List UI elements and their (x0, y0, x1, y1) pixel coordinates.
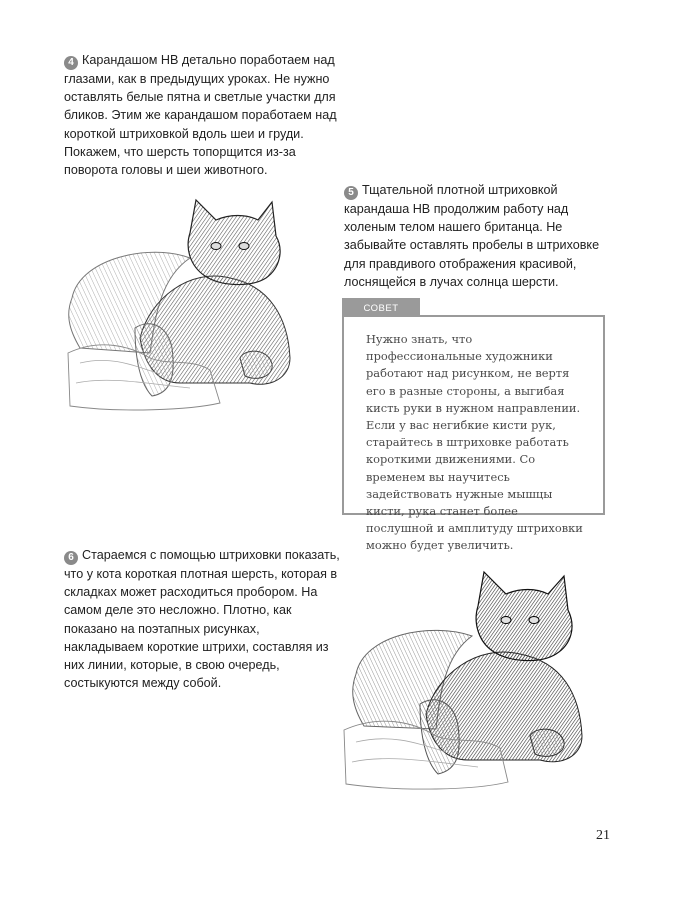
tip-text: Нужно знать, что профессиональные художники работают над рисунком, не вертя его в разные стороны, а выгибая кисть руки в нужном направлении. Если у вас негибкие кисти рук, старайтесь в штриховке работать короткими движениями. Со временем вы научитесь задействовать нужные мышцы кисти, рука станет более послушной и амплитуду штриховки можно будет увеличить. (366, 332, 583, 553)
cat-drawing-stage-5 (40, 188, 330, 438)
step-6-paragraph (64, 546, 340, 692)
step-4-text: Карандашом HB детально поработаем над глазами, как в предыдущих уроках. Не нужно оставлять белые пятна и светлые участки для бликов. Этим же карандашом поработаем над короткой штриховкой вдоль шеи и груди. Покажем, что шерсть топорщится из-за поворота головы и шеи животного. (64, 53, 337, 178)
step-4-number-badge: 4 (64, 56, 78, 70)
step-5-text: Тщательной плотной штриховкой карандаша HB продолжим работу над холеным телом нашего британца. Не забывайте оставлять пробелы в штриховке для правдивого отображения красивой, лоснящейся в лучах солнца шерсти. (344, 183, 600, 289)
tip-box (342, 315, 605, 553)
step-5-paragraph (344, 181, 620, 291)
step-6-text: Стараемся с помощью штриховки показать, что у кота короткая плотная шерсть, которая в складках может расходиться пробором. На самом деле это несложно. Плотно, как показано на поэтапных рисунках, накладываем короткие штрихи, составляя из них линии, которые, в свою очередь, состыкуются между собой. (64, 548, 340, 691)
step-6-number-badge: 6 (64, 551, 78, 565)
tip-label: СОВЕТ (342, 298, 420, 320)
cat-drawing-stage-6 (322, 564, 622, 796)
step-5-number-badge: 5 (344, 186, 358, 200)
page-number: 21 (596, 828, 610, 843)
step-4-paragraph (64, 51, 347, 179)
